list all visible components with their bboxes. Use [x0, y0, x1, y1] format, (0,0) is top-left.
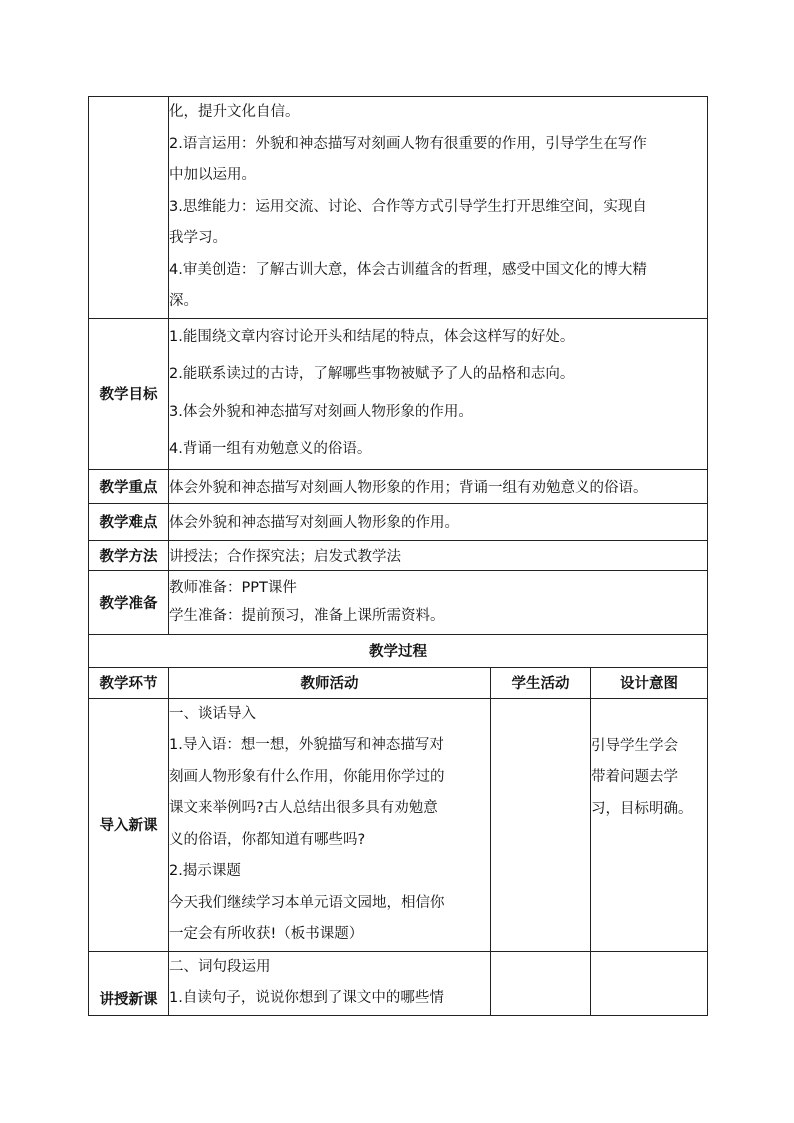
difficulties-text — [169, 503, 708, 540]
difficulties-label: 教学难点 — [89, 503, 169, 540]
teacher-line: 义的俗语，你都知道有哪些吗? — [169, 831, 366, 848]
new-lesson-label: 讲授新课 — [89, 951, 169, 1015]
literacy-line: 中加以运用。 — [169, 167, 256, 183]
literacy-text-cell — [169, 97, 708, 319]
goal-item: 3.体会外貌和神态描写对刻画人物形象的作用。 — [169, 403, 473, 420]
teacher-line: 一定会有所收获!（板书课题） — [169, 926, 364, 942]
design-line: 习，目标明确。 — [591, 800, 693, 817]
key-points-text — [169, 469, 708, 503]
preparation-line: 学生准备：提前预习，准备上课所需资料。 — [169, 608, 445, 624]
difficulties-row — [89, 503, 708, 540]
teacher-line: 1.导入语：想一想，外貌描写和神态描写对 — [169, 737, 444, 753]
goal-item: 4.背诵一组有劝勉意义的俗语。 — [169, 441, 372, 457]
preparation-row — [89, 570, 708, 634]
difficulties-line: 体会外貌和神态描写对刻画人物形象的作用。 — [169, 515, 459, 531]
new-lesson-student-cell — [491, 951, 591, 1015]
teacher-line: 1.自读句子，说说你想到了课文中的哪些情 — [169, 990, 444, 1006]
teacher-line: 一、谈话导入 — [169, 705, 256, 722]
literacy-label-cell — [89, 97, 169, 319]
literacy-line: 我学习。 — [169, 230, 227, 246]
methods-line: 讲授法；合作探究法；启发式教学法 — [169, 548, 401, 565]
goals-text-cell — [169, 318, 708, 469]
teacher-line: 刻画人物形象有什么作用，你能用你学过的 — [169, 768, 445, 785]
goal-item: 1.能围绕文章内容讨论开头和结尾的特点，体会这样写的好处。 — [169, 328, 575, 345]
literacy-line: 深。 — [169, 293, 198, 309]
teacher-line: 今天我们继续学习本单元语文园地，相信你 — [169, 894, 445, 911]
design-line: 引导学生学会 — [591, 737, 678, 754]
methods-row — [89, 540, 708, 570]
methods-text — [169, 540, 708, 570]
header-teacher-activity: 教师活动 — [169, 667, 491, 698]
teacher-line: 课文来举例吗?古人总结出很多具有劝勉意 — [169, 800, 438, 816]
intro-row — [89, 698, 708, 951]
key-points-line: 体会外貌和神态描写对刻画人物形象的作用；背诵一组有劝勉意义的俗语。 — [169, 479, 648, 496]
literacy-line: 4.审美创造：了解古训大意，体会古训蕴含的哲理，感受中国文化的博大精 — [169, 261, 647, 278]
header-student-activity: 学生活动 — [491, 667, 591, 698]
intro-teacher-cell — [169, 698, 491, 951]
new-lesson-row — [89, 951, 708, 1015]
intro-label: 导入新课 — [89, 698, 169, 951]
new-lesson-teacher-cell — [169, 951, 491, 1015]
header-stage: 教学环节 — [89, 667, 169, 698]
process-header-row — [89, 667, 708, 698]
literacy-row — [89, 97, 708, 319]
new-lesson-design-cell — [591, 951, 708, 1015]
preparation-line: 教师准备：PPT课件 — [169, 580, 297, 596]
literacy-line: 3.思维能力：运用交流、讨论、合作等方式引导学生打开思维空间，实现自 — [169, 198, 647, 215]
goal-item: 2.能联系读过的古诗，了解哪些事物被赋予了人的品格和志向。 — [169, 366, 575, 382]
goals-label: 教学目标 — [89, 318, 169, 469]
key-points-label: 教学重点 — [89, 469, 169, 503]
key-points-row — [89, 469, 708, 503]
goals-row — [89, 318, 708, 469]
teacher-line: 2.揭示课题 — [169, 863, 241, 879]
design-line: 带着问题去学 — [591, 769, 678, 785]
process-title: 教学过程 — [89, 634, 708, 667]
literacy-line: 2.语言运用：外貌和神态描写对刻画人物有很重要的作用，引导学生在写作 — [169, 135, 647, 152]
literacy-line: 化，提升文化自信。 — [169, 104, 300, 120]
teacher-line: 二、词句段运用 — [169, 958, 271, 975]
lesson-plan-table — [88, 96, 708, 1016]
preparation-label: 教学准备 — [89, 570, 169, 634]
header-design-intent: 设计意图 — [591, 667, 708, 698]
process-title-row — [89, 634, 708, 667]
methods-label: 教学方法 — [89, 540, 169, 570]
preparation-text — [169, 570, 708, 634]
intro-design-cell — [591, 698, 708, 951]
intro-student-cell — [491, 698, 591, 951]
